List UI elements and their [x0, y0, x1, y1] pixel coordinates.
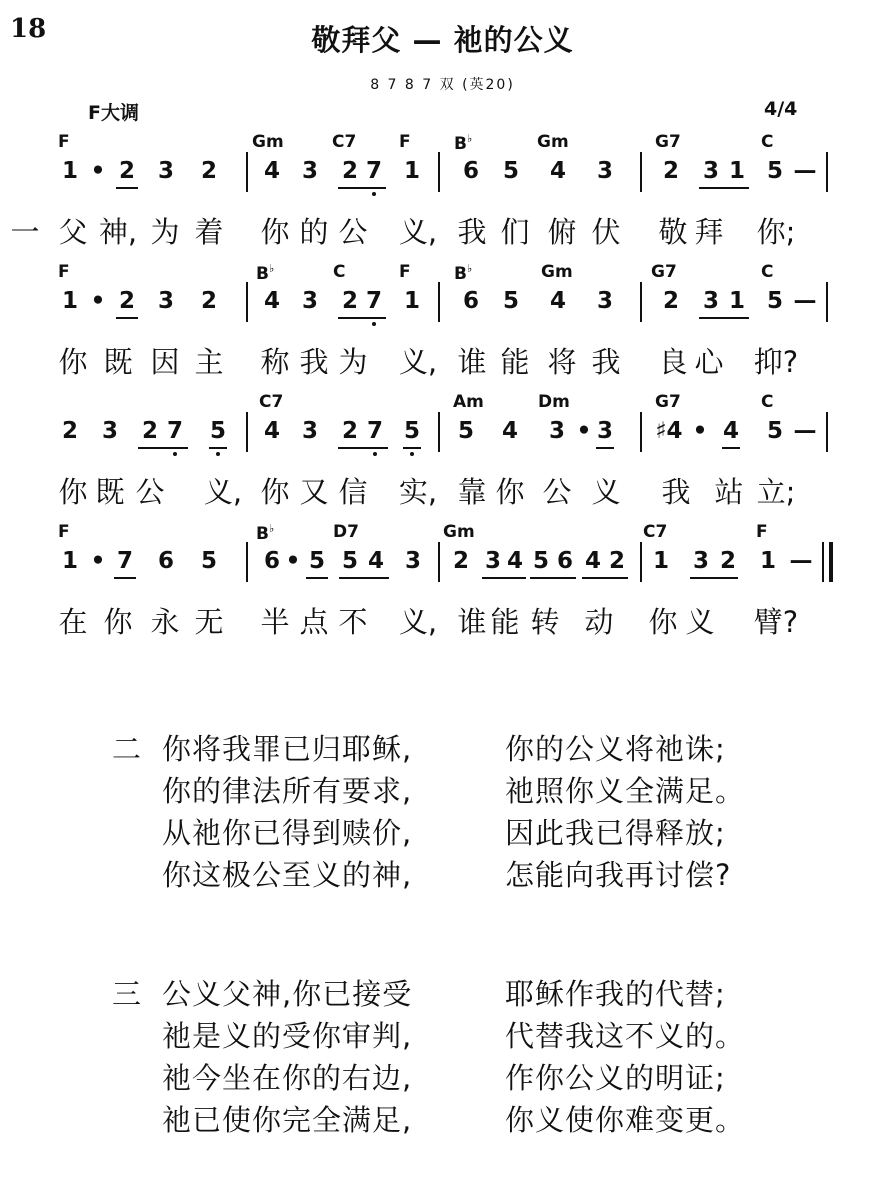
augmentation-dot: • — [576, 418, 592, 444]
note-number: 1 — [61, 158, 79, 184]
flat-sign: ♭ — [268, 522, 275, 535]
lyric-syllable: 义, — [398, 215, 438, 249]
note-number: 6 — [556, 548, 574, 574]
note-number: 2 — [141, 418, 159, 444]
lyric-syllable: 我 — [457, 215, 487, 249]
note-number: 4 — [506, 548, 524, 574]
note-number: 5 — [200, 548, 218, 574]
chord-label: G7 — [651, 262, 677, 282]
note-number: 3 — [301, 288, 319, 314]
chord-label: F — [58, 132, 70, 152]
eighth-underline — [690, 577, 738, 579]
chord-symbol — [655, 392, 681, 412]
chord-symbol — [756, 522, 768, 542]
chord-symbol — [538, 392, 570, 412]
bar-line — [246, 542, 248, 582]
lyric-syllable: 因 — [150, 345, 180, 379]
eighth-underline — [116, 317, 138, 319]
lyric-syllable: 你 — [260, 215, 290, 249]
note-number: 2 — [118, 158, 136, 184]
note-number: 2 — [341, 288, 359, 314]
hymn-title: 敬拜父 — 祂的公义 — [311, 23, 574, 57]
chord-symbol — [333, 262, 345, 282]
note-number: 4 — [722, 418, 740, 444]
augmentation-dot: • — [90, 548, 106, 574]
lyric-syllable: 公 — [542, 475, 572, 509]
chord-label: G7 — [655, 392, 681, 412]
chord-symbol — [651, 262, 677, 282]
note-number: 7 — [116, 548, 134, 574]
lyric-syllable: 不 — [338, 605, 368, 639]
page-number: 18 — [10, 14, 47, 44]
chord-symbol — [332, 132, 356, 152]
chord-label: Gm — [443, 522, 475, 542]
note-number: 3 — [702, 288, 720, 314]
eighth-underline — [403, 447, 421, 449]
lyric-syllable: 能 — [500, 345, 530, 379]
verse-line-left: 你将我罪已归耶稣, — [162, 732, 413, 766]
final-bar-thin — [822, 542, 824, 582]
note-number: 2 — [608, 548, 626, 574]
chord-symbol — [454, 132, 472, 154]
lyric-syllable: 转 — [530, 605, 560, 639]
verse-line-left: 祂是义的受你审判, — [162, 1019, 413, 1053]
note-number: 5 — [341, 548, 359, 574]
lyric-syllable: 将 — [547, 345, 577, 379]
eighth-underline — [116, 187, 138, 189]
chord-label: C — [761, 132, 774, 152]
note-number: 4 — [549, 158, 567, 184]
note-number: 3 — [301, 158, 319, 184]
bar-line — [640, 282, 642, 322]
note-number: 3 — [301, 418, 319, 444]
lyric-syllable: 为 — [338, 345, 368, 379]
lyric-syllable: 在 — [58, 605, 88, 639]
lyric-syllable: 谁 — [457, 345, 487, 379]
bar-line — [246, 282, 248, 322]
verse-number: 二 — [112, 732, 142, 766]
eighth-underline — [338, 317, 386, 319]
eighth-underline — [582, 577, 628, 579]
chord-symbol — [399, 132, 411, 152]
chord-symbol — [643, 522, 667, 542]
note-number: 1 — [61, 288, 79, 314]
eighth-underline — [306, 577, 328, 579]
note-number: 3 — [596, 418, 614, 444]
lyric-syllable: 拜 — [694, 215, 724, 249]
chord-label: F — [756, 522, 768, 542]
note-number: 3 — [157, 158, 175, 184]
chord-label: B — [256, 264, 269, 284]
low-octave-dot — [372, 322, 376, 326]
extension-dash: — — [789, 548, 813, 574]
lyric-syllable: 义 — [591, 475, 621, 509]
note-number: 2 — [341, 418, 359, 444]
note-number: 3 — [404, 548, 422, 574]
note-number: 5 — [502, 158, 520, 184]
key-signature: F大调 — [88, 102, 139, 124]
lyric-syllable: 我 — [591, 345, 621, 379]
note-number: 4 — [584, 548, 602, 574]
chord-symbol — [537, 132, 569, 152]
verse-line-left: 你的律法所有要求, — [162, 774, 413, 808]
note-number: 6 — [263, 548, 281, 574]
lyric-syllable: 半 — [260, 605, 290, 639]
bar-line — [438, 152, 440, 192]
augmentation-dot: • — [90, 158, 106, 184]
bar-line — [640, 412, 642, 452]
note-number: 3 — [548, 418, 566, 444]
flat-sign: ♭ — [268, 262, 275, 275]
lyric-syllable: 你 — [58, 345, 88, 379]
lyric-syllable: 永 — [150, 605, 180, 639]
lyric-syllable: 我 — [299, 345, 329, 379]
time-signature: 4/4 — [764, 98, 798, 120]
verse-line-right: 因此我已得释放; — [505, 816, 726, 850]
verse-line-left: 祂已使你完全满足, — [162, 1103, 413, 1137]
note-number: 6 — [157, 548, 175, 574]
lyric-syllable: 父 — [58, 215, 88, 249]
lyric-syllable: 心 — [694, 345, 724, 379]
lyric-syllable: 站 — [714, 475, 744, 509]
lyric-syllable: 良 — [658, 345, 688, 379]
chord-label: Dm — [538, 392, 570, 412]
lyric-syllable: 称 — [260, 345, 290, 379]
chord-label: C7 — [332, 132, 357, 152]
verse-line-left: 祂今坐在你的右边, — [162, 1061, 413, 1095]
chord-symbol — [333, 522, 359, 542]
chord-symbol — [655, 132, 681, 152]
eighth-underline — [138, 447, 188, 449]
verse-line-right: 怎能向我再讨偿? — [505, 858, 732, 892]
augmentation-dot: • — [90, 288, 106, 314]
chord-symbol — [761, 392, 773, 412]
note-number: 2 — [61, 418, 79, 444]
chord-label: B — [454, 264, 467, 284]
note-number: 2 — [662, 158, 680, 184]
verse-number: 三 — [112, 977, 142, 1011]
lyric-syllable: 我 — [661, 475, 691, 509]
lyric-syllable: 义, — [203, 475, 243, 509]
lyric-syllable: 的 — [299, 215, 329, 249]
bar-line — [438, 282, 440, 322]
note-number: 5 — [532, 548, 550, 574]
note-number: 5 — [308, 548, 326, 574]
note-number: 1 — [403, 158, 421, 184]
lyric-syllable: 义, — [398, 605, 438, 639]
lyric-syllable: 为 — [150, 215, 180, 249]
note-number: 2 — [662, 288, 680, 314]
verse-line-right: 代替我这不义的。 — [505, 1019, 746, 1053]
note-number: 4 — [367, 548, 385, 574]
low-octave-dot — [373, 452, 377, 456]
chord-symbol — [443, 522, 475, 542]
lyric-syllable: 实, — [398, 475, 438, 509]
eighth-underline — [338, 447, 388, 449]
lyric-syllable: 靠 — [457, 475, 487, 509]
chord-label: C7 — [643, 522, 668, 542]
lyric-syllable: 能 — [490, 605, 520, 639]
chord-symbol — [259, 392, 283, 412]
chord-label: F — [399, 262, 411, 282]
lyric-syllable: 既 — [103, 345, 133, 379]
lyric-syllable: 公 — [135, 475, 165, 509]
chord-symbol — [58, 522, 70, 542]
flat-sign: ♭ — [466, 262, 473, 275]
chord-label: B — [454, 134, 467, 154]
note-number: 3 — [596, 288, 614, 314]
eighth-underline — [699, 187, 749, 189]
verse-line-left: 你这极公至义的神, — [162, 858, 413, 892]
bar-line — [640, 542, 642, 582]
chord-symbol — [256, 262, 274, 284]
chord-label: F — [58, 262, 70, 282]
note-number: 2 — [341, 158, 359, 184]
note-number: 1 — [652, 548, 670, 574]
low-octave-dot — [372, 192, 376, 196]
note-number: 5 — [766, 158, 784, 184]
note-number: ♯4 — [655, 418, 683, 444]
lyric-syllable: 一 — [10, 215, 40, 249]
note-number: 1 — [728, 158, 746, 184]
chord-label: C — [761, 262, 774, 282]
bar-line — [438, 542, 440, 582]
lyric-syllable: 信 — [338, 475, 368, 509]
lyric-syllable: 们 — [500, 215, 530, 249]
bar-line — [246, 152, 248, 192]
note-number: 4 — [549, 288, 567, 314]
note-number: 3 — [157, 288, 175, 314]
chord-symbol — [252, 132, 284, 152]
note-number: 2 — [200, 288, 218, 314]
note-number: 7 — [365, 158, 383, 184]
note-number: 5 — [502, 288, 520, 314]
eighth-underline — [338, 187, 386, 189]
note-number: 5 — [209, 418, 227, 444]
lyric-syllable: 你 — [648, 605, 678, 639]
note-number: 3 — [702, 158, 720, 184]
note-number: 4 — [263, 158, 281, 184]
chord-label: Am — [453, 392, 484, 412]
eighth-underline — [482, 577, 526, 579]
augmentation-dot: • — [692, 418, 708, 444]
verse-line-right: 你的公义将祂诛; — [505, 732, 726, 766]
lyric-syllable: 敬 — [658, 215, 688, 249]
chord-label: B — [256, 524, 269, 544]
note-number: 2 — [452, 548, 470, 574]
note-number: 1 — [61, 548, 79, 574]
eighth-underline — [530, 577, 576, 579]
chord-symbol — [541, 262, 573, 282]
bar-line — [826, 282, 828, 322]
eighth-underline — [596, 447, 614, 449]
lyric-syllable: 又 — [299, 475, 329, 509]
eighth-underline — [722, 447, 740, 449]
chord-label: C — [333, 262, 346, 282]
low-octave-dot — [173, 452, 177, 456]
bar-line — [640, 152, 642, 192]
note-number: 6 — [462, 158, 480, 184]
flat-sign: ♭ — [466, 132, 473, 145]
chord-symbol — [256, 522, 274, 544]
lyric-syllable: 谁 — [457, 605, 487, 639]
chord-symbol — [761, 132, 773, 152]
hymn-meter: 8 7 8 7 双 (英20) — [370, 77, 515, 93]
note-number: 5 — [403, 418, 421, 444]
lyric-syllable: 你; — [756, 215, 796, 249]
eighth-underline — [339, 577, 389, 579]
chord-label: F — [58, 522, 70, 542]
lyric-syllable: 主 — [194, 345, 224, 379]
lyric-syllable: 立; — [756, 475, 796, 509]
chord-label: Gm — [541, 262, 573, 282]
note-number: 3 — [101, 418, 119, 444]
note-number: 7 — [365, 288, 383, 314]
note-number: 3 — [596, 158, 614, 184]
chord-symbol — [761, 262, 773, 282]
lyric-syllable: 公 — [338, 215, 368, 249]
chord-symbol — [58, 262, 70, 282]
lyric-syllable: 伏 — [591, 215, 621, 249]
bar-line — [246, 412, 248, 452]
note-number: 3 — [692, 548, 710, 574]
note-number: 4 — [263, 418, 281, 444]
lyric-syllable: 抑? — [753, 345, 799, 379]
eighth-underline — [209, 447, 227, 449]
chord-label: F — [399, 132, 411, 152]
chord-label: C — [761, 392, 774, 412]
note-number: 4 — [263, 288, 281, 314]
chord-symbol — [453, 392, 484, 412]
chord-symbol — [399, 262, 411, 282]
low-octave-dot — [216, 452, 220, 456]
chord-label: G7 — [655, 132, 681, 152]
lyric-syllable: 既 — [95, 475, 125, 509]
lyric-syllable: 臂? — [753, 605, 799, 639]
bar-line — [826, 412, 828, 452]
note-number: 5 — [457, 418, 475, 444]
note-number: 1 — [403, 288, 421, 314]
note-number: 5 — [766, 418, 784, 444]
lyric-syllable: 你 — [103, 605, 133, 639]
lyric-syllable: 神, — [98, 215, 138, 249]
note-number: 5 — [766, 288, 784, 314]
extension-dash: — — [793, 158, 817, 184]
note-number: 7 — [166, 418, 184, 444]
chord-label: C7 — [259, 392, 284, 412]
note-number: 1 — [728, 288, 746, 314]
chord-label: Gm — [252, 132, 284, 152]
chord-symbol — [58, 132, 70, 152]
eighth-underline — [114, 577, 136, 579]
lyric-syllable: 义, — [398, 345, 438, 379]
chord-symbol — [454, 262, 472, 284]
lyric-syllable: 无 — [194, 605, 224, 639]
bar-line — [826, 152, 828, 192]
extension-dash: — — [793, 288, 817, 314]
note-number: 4 — [501, 418, 519, 444]
lyric-syllable: 着 — [194, 215, 224, 249]
verse-line-right: 耶稣作我的代替; — [505, 977, 726, 1011]
lyric-syllable: 俯 — [547, 215, 577, 249]
augmentation-dot: • — [285, 548, 301, 574]
lyric-syllable: 点 — [299, 605, 329, 639]
lyric-syllable: 动 — [584, 605, 614, 639]
lyric-syllable: 你 — [495, 475, 525, 509]
verse-line-right: 祂照你义全满足。 — [505, 774, 746, 808]
lyric-syllable: 你 — [260, 475, 290, 509]
bar-line — [438, 412, 440, 452]
final-bar-thick — [829, 542, 833, 582]
note-number: 6 — [462, 288, 480, 314]
lyric-syllable: 义 — [685, 605, 715, 639]
chord-label: Gm — [537, 132, 569, 152]
note-number: 2 — [719, 548, 737, 574]
low-octave-dot — [410, 452, 414, 456]
note-number: 2 — [118, 288, 136, 314]
verse-line-right: 你义使你难变更。 — [505, 1103, 746, 1137]
note-number: 7 — [366, 418, 384, 444]
note-number: 3 — [484, 548, 502, 574]
eighth-underline — [699, 317, 749, 319]
lyric-syllable: 你 — [58, 475, 88, 509]
chord-label: D7 — [333, 522, 359, 542]
extension-dash: — — [793, 418, 817, 444]
note-number: 1 — [759, 548, 777, 574]
note-number: 2 — [200, 158, 218, 184]
verse-line-right: 作你公义的明证; — [505, 1061, 726, 1095]
verse-line-left: 公义父神,你已接受 — [162, 977, 413, 1011]
verse-line-left: 从祂你已得到赎价, — [162, 816, 413, 850]
